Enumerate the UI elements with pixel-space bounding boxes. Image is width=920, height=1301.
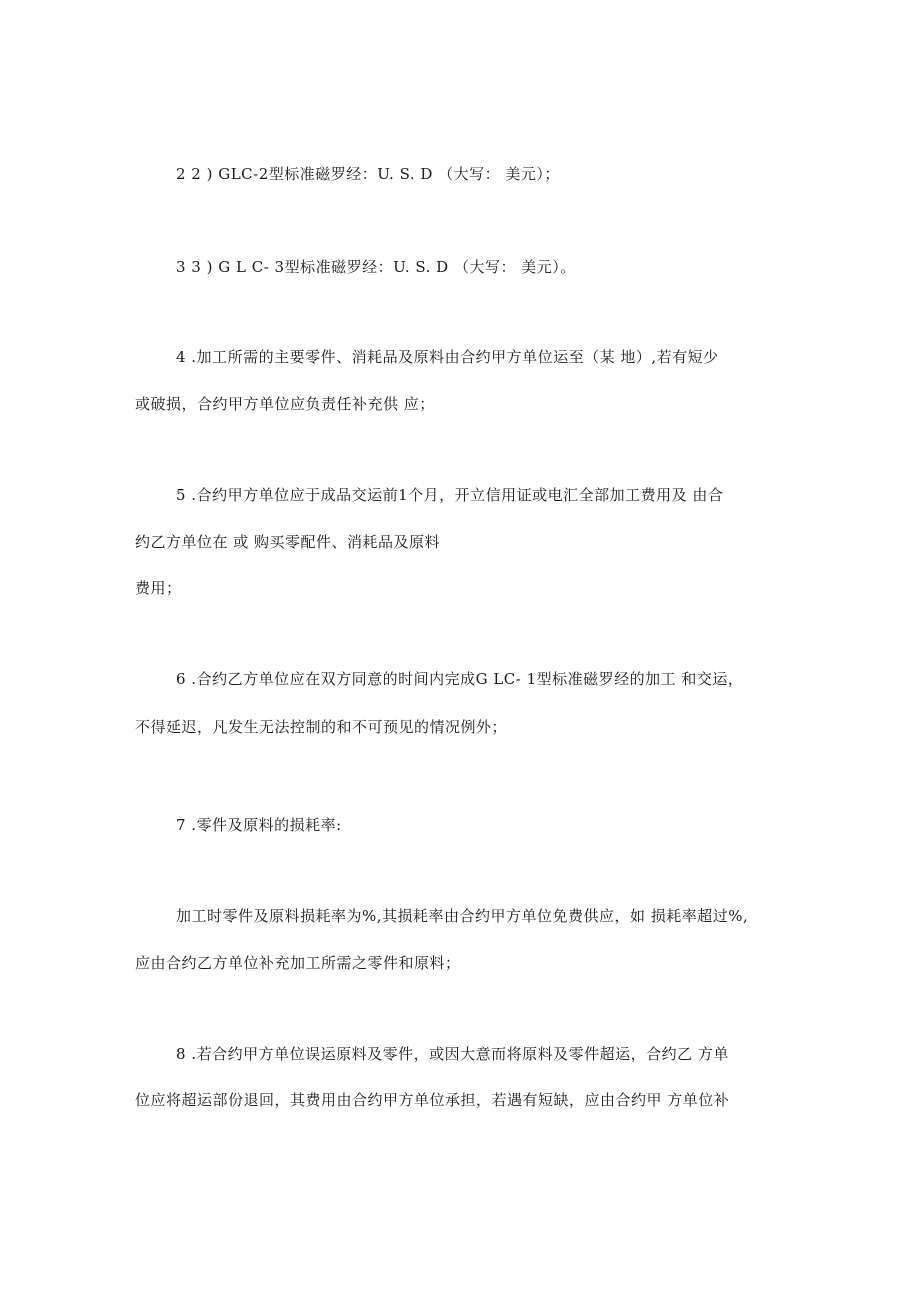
loss-rate-line-2: 应由合约乙方单位补充加工所需之零件和原料； xyxy=(135,954,461,972)
item-3-3-price-line: 3 3 ) G L C- 3型标准磁罗经：U. S. D （大写： 美元）。 xyxy=(176,258,576,276)
item-2-2-price-line: 2 2 ) GLC-2型标准磁罗经：U. S. D （大写： 美元）； xyxy=(176,165,560,183)
item-5-line-3: 费用； xyxy=(135,579,182,597)
item-8-line-1: 8 .若合约甲方单位误运原料及零件，或因大意而将原料及零件超运，合约乙 方单 xyxy=(176,1045,729,1063)
item-6-line-2: 不得延迟，凡发生无法控制的和不可预见的情况例外； xyxy=(135,718,508,736)
item-6-line-1: 6 .合约乙方单位应在双方同意的时间内完成G LC- 1型标准磁罗经的加工 和交运， xyxy=(176,670,744,688)
item-4-line-1: 4 .加工所需的主要零件、消耗品及原料由合约甲方单位运至（某 地）,若有短少 xyxy=(176,348,719,366)
item-4-line-2: 或破损，合约甲方单位应负责任补充供 应； xyxy=(135,395,435,413)
item-5-line-1: 5 .合约甲方单位应于成品交运前1个月，开立信用证或电汇全部加工费用及 由合 xyxy=(176,486,724,504)
item-8-line-2: 位应将超运部份退回，其费用由合约甲方单位承担，若遇有短缺，应由合约甲 方单位补 xyxy=(135,1091,730,1109)
item-7-heading: 7 .零件及原料的损耗率: xyxy=(176,816,342,834)
loss-rate-line-1: 加工时零件及原料损耗率为%,其损耗率由合约甲方单位免费供应，如 损耗率超过%, xyxy=(176,907,749,925)
item-5-line-2: 约乙方单位在 或 购买零配件、消耗品及原料 xyxy=(135,533,441,551)
